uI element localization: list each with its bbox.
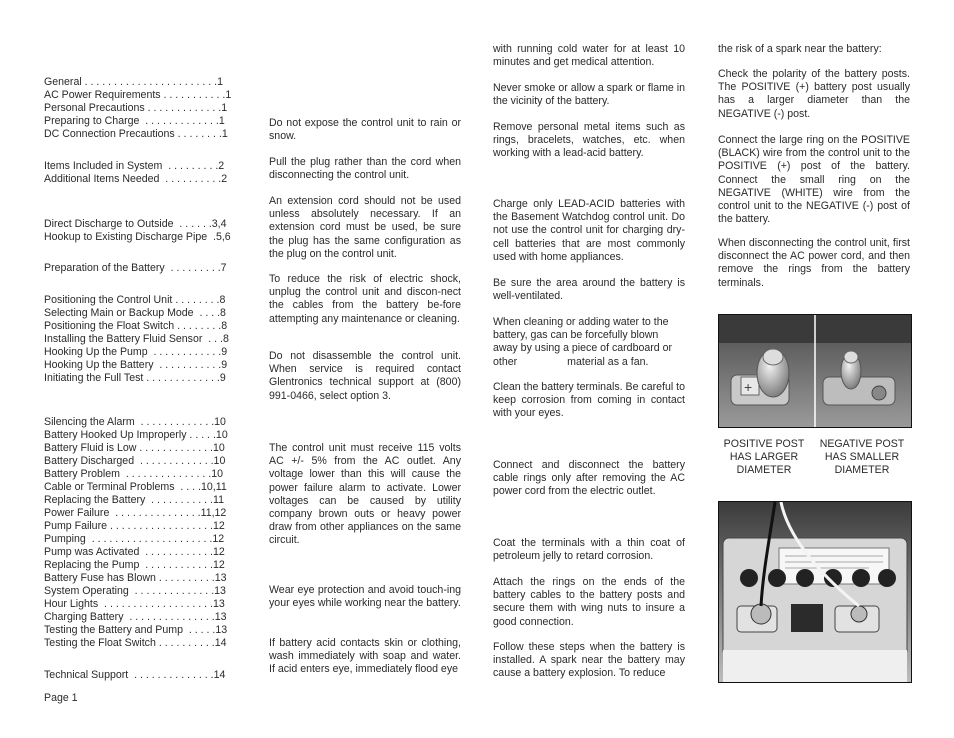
toc-entry[interactable]: Selecting Main or Backup Mode . . . .8 <box>44 307 226 319</box>
paragraph: Never smoke or allow a spark or flame in the vicinity of the battery. <box>493 82 685 108</box>
paragraph: To reduce the risk of electric shock, unplug the control unit and discon-nect the cables from the battery be-fore attempting any maintenance or cleaning. <box>269 273 461 325</box>
toc-entry[interactable]: Replacing the Battery . . . . . . . . . . .11 <box>44 494 224 506</box>
battery-connection-illustration <box>719 502 911 682</box>
toc-entry[interactable]: Items Included in System . . . . . . . . .2 <box>44 160 225 172</box>
toc-entry[interactable]: System Operating . . . . . . . . . . . . . .13 <box>44 585 226 597</box>
toc-entry[interactable]: Initiating the Full Test . . . . . . . . . . . . .9 <box>44 372 226 384</box>
paragraph: Connect the large ring on the POSITIVE (BLACK) wire from the control unit to the POSITIVE (+) post of the battery. Connect the small ring on the NEGATIVE (WHITE) wire from the control unit to the NEGATIVE (-) post of the battery. <box>718 134 910 226</box>
toc-entry[interactable]: Pump was Activated . . . . . . . . . . . .12 <box>44 546 225 558</box>
toc-entry[interactable]: Charging Battery . . . . . . . . . . . . . . .13 <box>44 611 227 623</box>
paragraph: Clean the battery terminals. Be careful to keep corrosion from coming in contact with your eyes. <box>493 381 685 420</box>
toc-entry[interactable]: Hour Lights . . . . . . . . . . . . . . . . . . .13 <box>44 598 225 610</box>
toc-entry[interactable]: Positioning the Control Unit . . . . . . . .8 <box>44 294 226 306</box>
battery-connection-photo <box>718 501 912 683</box>
toc-entry[interactable]: General . . . . . . . . . . . . . . . . . . . . . . .1 <box>44 76 223 88</box>
toc-entry[interactable]: Technical Support . . . . . . . . . . . . . .14 <box>44 669 226 681</box>
toc-entry[interactable]: Cable or Terminal Problems . . . .10,11 <box>44 481 227 493</box>
battery-posts-illustration <box>719 315 911 427</box>
paragraph: Be sure the area around the battery is well-ventilated. <box>493 277 685 303</box>
paragraph: Attach the rings on the ends of the battery cables to the battery posts and secure them with wing nuts to insure a good connection. <box>493 576 685 628</box>
toc-entry[interactable]: Silencing the Alarm . . . . . . . . . . . . .10 <box>44 416 226 428</box>
paragraph: the risk of a spark near the battery: <box>718 43 882 55</box>
toc-entry[interactable]: AC Power Requirements . . . . . . . . . . .1 <box>44 89 232 101</box>
paragraph: An extension cord should not be used unless absolutely necessary. If an extension cord must be used, be sure the plug has the same configuration as the plug on the control unit. <box>269 195 461 260</box>
toc-entry[interactable]: Testing the Battery and Pump . . . . .13 <box>44 624 228 636</box>
svg-text:+: + <box>744 379 753 395</box>
page-number: Page 1 <box>44 692 78 704</box>
toc-entry[interactable]: Personal Precautions . . . . . . . . . . . . .1 <box>44 102 228 114</box>
paragraph: Connect and disconnect the battery cable rings only after removing the AC power cord from the electric outlet. <box>493 459 685 498</box>
toc-entry[interactable]: Battery Hooked Up Improperly . . . . .10 <box>44 429 228 441</box>
toc-entry[interactable]: Testing the Float Switch . . . . . . . . . .14 <box>44 637 227 649</box>
toc-entry[interactable]: Power Failure . . . . . . . . . . . . . . .11,12 <box>44 507 227 519</box>
positive-post-caption: POSITIVE POST HAS LARGER DIAMETER <box>723 438 805 476</box>
paragraph: Charge only LEAD-ACID batteries with the Basement Watchdog control unit. Do not use the control unit for charging dry-cell batteries that are most commonly used with home appliances. <box>493 198 685 263</box>
toc-entry[interactable]: Direct Discharge to Outside . . . . . .3,4 <box>44 218 227 230</box>
toc-entry[interactable]: Hooking Up the Battery . . . . . . . . . . .9 <box>44 359 228 371</box>
toc-entry[interactable]: Installing the Battery Fluid Sensor . . .8 <box>44 333 229 345</box>
paragraph: Check the polarity of the battery posts. The POSITIVE (+) battery post usually has a larger diameter than the NEGATIVE (-) post. <box>718 68 910 120</box>
paragraph: Follow these steps when the battery is installed. A spark near the battery may cause a battery explosion. To reduce <box>493 641 685 680</box>
paragraph: Pull the plug rather than the cord when disconnecting the control unit. <box>269 156 461 182</box>
toc-entry[interactable]: Battery Problem . . . . . . . . . . . . . . .10 <box>44 468 223 480</box>
paragraph: When cleaning or adding water to the battery, gas can be forcefully blown away by using a piece of cardboard or other material as a fan. <box>493 316 675 368</box>
battery-posts-photo <box>718 314 912 428</box>
paragraph: When disconnecting the control unit, first disconnect the AC power cord, and then remove the rings from the battery terminals. <box>718 237 910 289</box>
toc-entry[interactable]: Hookup to Existing Discharge Pipe .5,6 <box>44 231 231 243</box>
toc-entry[interactable]: DC Connection Precautions . . . . . . . .1 <box>44 128 228 140</box>
paragraph: Do not expose the control unit to rain or snow. <box>269 117 461 143</box>
toc-entry[interactable]: Additional Items Needed . . . . . . . . . .2 <box>44 173 228 185</box>
toc-entry[interactable]: Replacing the Pump . . . . . . . . . . . .12 <box>44 559 225 571</box>
toc-entry[interactable]: Positioning the Float Switch . . . . . . . .8 <box>44 320 228 332</box>
paragraph: Coat the terminals with a thin coat of petroleum jelly to retard corrosion. <box>493 537 685 563</box>
toc-entry[interactable]: Pumping . . . . . . . . . . . . . . . . . . . . .12 <box>44 533 225 545</box>
toc-entry[interactable]: Battery Fluid is Low . . . . . . . . . . . . .10 <box>44 442 225 454</box>
toc-entry[interactable]: Battery Discharged . . . . . . . . . . . . .10 <box>44 455 226 467</box>
toc-entry[interactable]: Battery Fuse has Blown . . . . . . . . . .13 <box>44 572 227 584</box>
paragraph: with running cold water for at least 10 minutes and get medical attention. <box>493 43 685 69</box>
paragraph: Wear eye protection and avoid touch-ing your eyes while working near the battery. <box>269 584 461 610</box>
paragraph: If battery acid contacts skin or clothing, wash immediately with soap and water. If acid enters eye, immediately flood eye <box>269 637 461 676</box>
paragraph: The control unit must receive 115 volts AC +/- 5% from the AC outlet. Any voltage lower than this will cause the power failure alarm to activate. Lower voltages can be caused by utility company brown outs or heavy power draw from other appliances on the same circuit. <box>269 442 461 547</box>
paragraph: Do not disassemble the control unit. When service is required contact Glentronics technical support at (800) 991-0466, select option 3. <box>269 350 461 402</box>
toc-entry[interactable]: Pump Failure . . . . . . . . . . . . . . . . . .12 <box>44 520 225 532</box>
toc-entry[interactable]: Preparing to Charge . . . . . . . . . . . . .1 <box>44 115 225 127</box>
negative-post-caption: NEGATIVE POST HAS SMALLER DIAMETER <box>819 438 905 476</box>
paragraph: Remove personal metal items such as rings, bracelets, watches, etc. when working with a lead-acid battery. <box>493 121 685 160</box>
toc-entry[interactable]: Hooking Up the Pump . . . . . . . . . . . .9 <box>44 346 228 358</box>
toc-entry[interactable]: Preparation of the Battery . . . . . . . . .7 <box>44 262 227 274</box>
